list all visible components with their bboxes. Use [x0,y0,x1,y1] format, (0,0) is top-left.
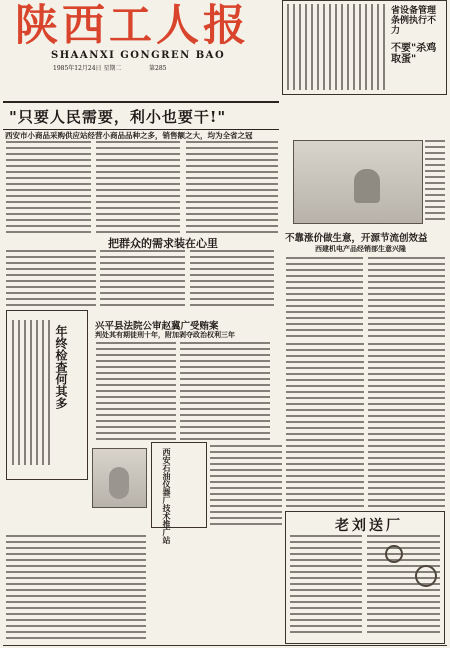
column-left-text [6,250,96,306]
right-column-panel [282,0,447,95]
right-top-headline: 省设备管理条例执行不力 [391,6,437,36]
main-article-right-text [186,141,278,234]
main-headline-box [3,101,279,130]
page-bottom-line [3,645,447,646]
photo-side-text [425,140,445,224]
masthead-pinyin: SHAANXI GONGREN BAO [51,50,226,61]
ad-right-text [368,257,445,337]
mid-vertical-title: 西安石油仪器厂技术推广站 [162,448,172,544]
worker-photo [293,140,423,224]
decorative-sun-icon [385,545,403,563]
right-column-text [287,4,387,90]
masthead [3,0,283,100]
center-text-1 [96,342,176,440]
ad-left-text [286,257,363,337]
column-title: 把群众的需求装在心里 [108,237,218,250]
center-title: 兴平县法院公审赵冀广受贿案 [95,321,219,332]
machine-photo [92,448,147,508]
right-lower-text-2 [368,343,445,508]
machine-person-icon [109,467,129,499]
bottom-title: 老刘送厂 [335,518,403,534]
photo-person-icon [354,169,380,203]
decorative-plant-icon [415,565,437,587]
right-lower-text-1 [286,343,364,508]
ad-headline: 不靠涨价做生意，开源节流创效益 [285,233,428,244]
masthead-date: 1985年12月24日 星期二 [53,65,122,72]
masthead-issue: 第285 [149,65,167,72]
main-subheadline: 西安市小商品采购供应站经营小商品品种之多，销售额之大，均为全省之冠 [5,131,253,140]
column-right-text [190,250,274,306]
bottom-left-article [6,535,146,640]
masthead-title: 陕西工人报 [15,1,250,51]
main-article-middle-text [96,141,180,234]
column-mid-text [100,250,185,306]
right-small-headline: 不要"杀鸡取蛋" [391,43,437,65]
bottom-left-text [290,535,362,635]
center-text-2 [180,342,270,440]
ad-subheadline: 西建机电产品经销部生意兴隆 [315,244,406,253]
center-text-3 [210,445,282,525]
left-vertical-text [12,320,50,465]
main-headline: "只要人民需要，利小也要干!" [9,108,227,126]
mid-vertical-panel [151,442,207,528]
main-article-left-text [6,141,91,234]
center-subtitle: 判处其有期徒刑十年，附加剥夺政治权利三年 [95,330,235,339]
left-vertical-title: 年终检查何其多 [54,325,68,409]
